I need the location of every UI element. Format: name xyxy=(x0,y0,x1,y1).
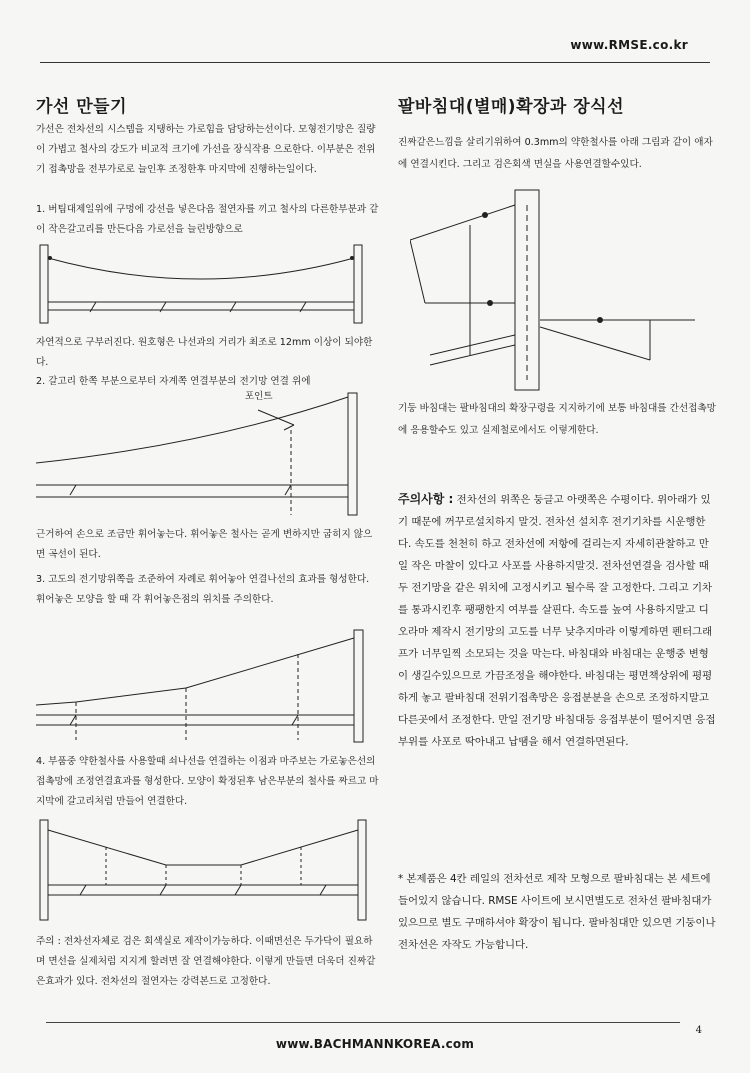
footer-divider xyxy=(46,1022,680,1023)
header-site: www.RMSE.co.kr xyxy=(570,38,688,52)
footer-site: www.BACHMANNKOREA.com xyxy=(275,1037,475,1051)
left-step4: 4. 부품중 약한철사를 사용할때 쇠나선을 연결하는 이점과 마주보는 가로놓은선의 접촉망에 조정연결효과를 형성한다. 모양이 확정된후 남은부분의 철사를 짜르고 마지막에 갈고리처럼 만들어 연결한다. xyxy=(36,756,379,807)
figure-catenary-4 xyxy=(36,815,381,925)
caution-text: 전차선의 위쪽은 둥글고 아랫쪽은 수평이다. 위아래가 있기 때문에 꺼꾸로설치하지 말것. 전차선 설치후 전기기차를 시운행한다. 속도를 천천히 하고 전차선에 저항에 걸리는지 자세히관찰하고 만일 작은 마찰이 있다고 사포를 사용하지말것. 전차선연결을 검사할 때 두 전기망을 같은 위치에 고정시키고 될수록 잘 고정한다. 그리고 기차를 통과시킨후 팽팽한지 여부를 살핀다. 속도를 높여 사용하지말고 디오라마 제작시 전기망의 고도를 너무 낮추지마라 이렇게하면 펜터그래프가 너무일찍 소모되는 것을 막는다. 바침대와 바침대는 운행중 변형이 생길수있으므로 가끔조정을 해야한다. 바침대는 평면책상위에 평평하게 놓고 팔바침대 전위기접촉망은 응접분분을 손으로 조정하지말고 다른곳에서 조정한다. 만일 전기망 바침대등 응접부분이 떨어지면 응접부위를 사포로 딱아내고 납땜을 해서 연결하면된다. xyxy=(398,494,716,748)
left-step2: 2. 갈고리 한쪽 부분으로부터 자계쪽 연결부분의 전기망 연결 위에 xyxy=(36,376,311,387)
left-title: 가선 만들기 xyxy=(36,97,128,117)
left-step3: 3. 고도의 전기망위쪽을 조준하여 자례로 휘어놓아 연결나선의 효과를 형성한다. 휘어놓은 모양을 할 때 각 휘어놓은점의 위치를 주의한다. xyxy=(36,574,370,605)
right-notice: * 본제품은 4칸 레일의 전차선로 제작 모형으로 팔바침대는 본 세트에 들어있지 않습니다. RMSE 사이트에 보시면별도로 전차선 팔바침대가 있으므로 별도 구매하셔야 확장이 됩니다. 팔바침대만 있으면 기둥이나 전차선은 자작도 가능합니다. xyxy=(398,873,716,951)
figure-catenary-3 xyxy=(36,620,381,745)
caution-label: 주의사항 : xyxy=(398,492,454,506)
header-divider xyxy=(40,62,710,63)
left-intro: 가선은 전차선의 시스템을 지탱하는 가로힘을 담당하는선이다. 모형전기망은 질량이 가볍고 철사의 강도가 비교적 크기에 가선을 장식작용 으로한다. 이부분은 전위기 접촉망을 전부가로로 늘인후 조정한후 마지막에 진행하는일이다. xyxy=(36,124,376,175)
left-note: 주의 : 전차선자체로 검은 회색실로 제작이가능하다. 이때면선은 두가닥이 필요하며 면선을 실제처럼 지지게 할려면 잘 연결해야한다. 이렇게 만들면 더욱더 진짜같은효과가 있다. 전차선의 절연자는 강력본드로 고정한다. xyxy=(36,936,376,987)
figure-cantilever xyxy=(410,185,710,395)
figure-callout: 포인트 xyxy=(245,391,273,402)
left-step2b: 근거하여 손으로 조금만 휘어놓는다. 휘어놓은 철사는 곧게 변하지만 굽히지 않으면 곡선이 된다. xyxy=(36,529,373,560)
left-step1b: 자연적으로 구부러진다. 원호형은 나선과의 거리가 최조로 12mm 이상이 되야한다. xyxy=(36,337,373,368)
right-title: 팔바침대(별매)확장과 장식선 xyxy=(398,97,625,117)
right-p1: 진짜같은느낌을 살리기위하여 0.3mm의 약한철사를 아래 그림과 같이 애자에 연결시킨다. 그리고 검은회색 면실을 사용연결할수있다. xyxy=(398,137,713,170)
page-number: 4 xyxy=(695,1025,702,1036)
left-step1: 1. 버팀대제일위에 구멍에 강선을 넣은다음 절연자를 끼고 철사의 다른한부분과 같이 작은갈고리를 만든다음 가로선을 늘린방향으로 xyxy=(36,204,379,235)
right-caution xyxy=(398,488,718,753)
right-p2: 기둥 바침대는 팔바침대의 확장구령을 지지하기에 보통 바침대를 간선접촉망에 응용할수도 있고 실제철로에서도 이렇게한다. xyxy=(398,403,716,436)
figure-catenary-2 xyxy=(36,385,381,520)
figure-catenary-1 xyxy=(36,240,381,325)
